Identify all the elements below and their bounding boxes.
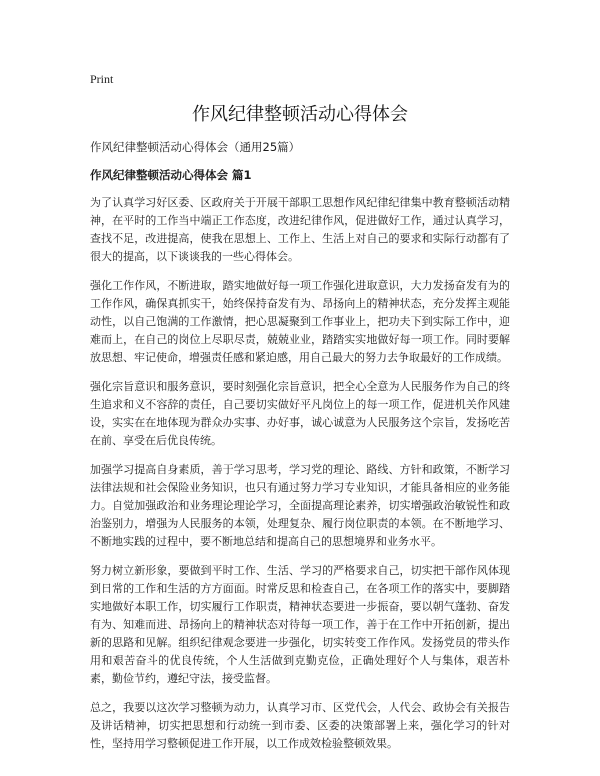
- section-heading: 作风纪律整顿活动心得体会 篇1: [90, 168, 252, 182]
- document-title: 作风纪律整顿活动心得体会: [192, 104, 408, 125]
- paragraph-3: 强化宗旨意识和服务意识，要时刻强化宗旨意识，把全心全意为人民服务作为自己的终生追求和义不容辞的责任，自己要切实做好平凡岗位上的每一项工作，促进机关作风建设，实实在在地体现为群众办实事、办好事，诚心诚意为人民服务这个宗旨，发扬吃苦在前、享受在后优良传统。: [90, 380, 510, 447]
- paragraph-4: 加强学习提高自身素质，善于学习思考，学习党的理论、路线、方针和政策，不断学习法律法规和社会保险业务知识，也只有通过努力学习专业知识，才能具备相应的业务能力。自觉加强政治和业务理论理论学习，全面提高理论素养，切实增强政治敏锐性和政治鉴别力，增强为人民服务的本领，处理复杂、履行岗位职责的本领。在不断地学习、不断地实践的过程中，要不断地总结和提高自己的思想境界和业务水平。: [90, 463, 510, 548]
- paragraph-2: 强化工作作风，不断进取，踏实地做好每一项工作强化进取意识，大力发扬奋发有为的工作作风，确保真抓实干，始终保持奋发有为、昂扬向上的精神状态，充分发挥主观能动性，以自己饱满的工作激情，把心思凝聚到工作事业上，把功夫下到实际工作中，迎难而上，在自己的岗位上尽职尽责，兢兢业业，踏踏实实地做好每一项工作。同时要解放思想、牢记使命，增强责任感和紧迫感，用自己最大的努力去争取最好的工作成绩。: [90, 279, 510, 364]
- paragraph-5: 努力树立新形象，要做到平时工作、生活、学习的严格要求自己，切实把干部作风体现到日常的工作和生活的方方面面。时常反思和检查自己，在各项工作的落实中，要脚踏实地做好本职工作，切实履行工作职责，精神状态要进一步振奋，要以朝气蓬勃、奋发有为、知难而进、昂扬向上的精神状态对待每一项工作，善于在工作中开拓创新，提出新的思路和见解。组织纪律观念要进一步强化，切实转变工作作风。发扬党员的带头作用和艰苦奋斗的优良传统，个人生活做到克勤克俭，正确处理好个人与集体，艰苦朴素，勤俭节约，遵纪守法，接受监督。: [90, 564, 510, 685]
- paragraph-1: 为了认真学习好区委、区政府关于开展干部职工思想作风纪律纪律集中教育整顿活动精神，在平时的工作当中端正工作态度，改进纪律作风，促进做好工作，通过认真学习，查找不足，改进提高，使我在思想上、工作上、生活上对自己的要求和实际行动都有了很大的提高，以下谈谈我的一些心得体会。: [90, 196, 510, 263]
- document-subtitle: 作风纪律整顿活动心得体会（通用25篇）: [90, 140, 301, 154]
- print-link[interactable]: Print: [90, 72, 114, 86]
- paragraph-6: 总之，我要以这次学习整顿为动力，认真学习市、区党代会，人代会、政协会有关报告及讲话精神，切实把思想和行动统一到市委、区委的决策部署上来，强化学习的针对性，坚持用学习整顿促进工作开展，以工作成效检验整顿效果。: [90, 701, 510, 750]
